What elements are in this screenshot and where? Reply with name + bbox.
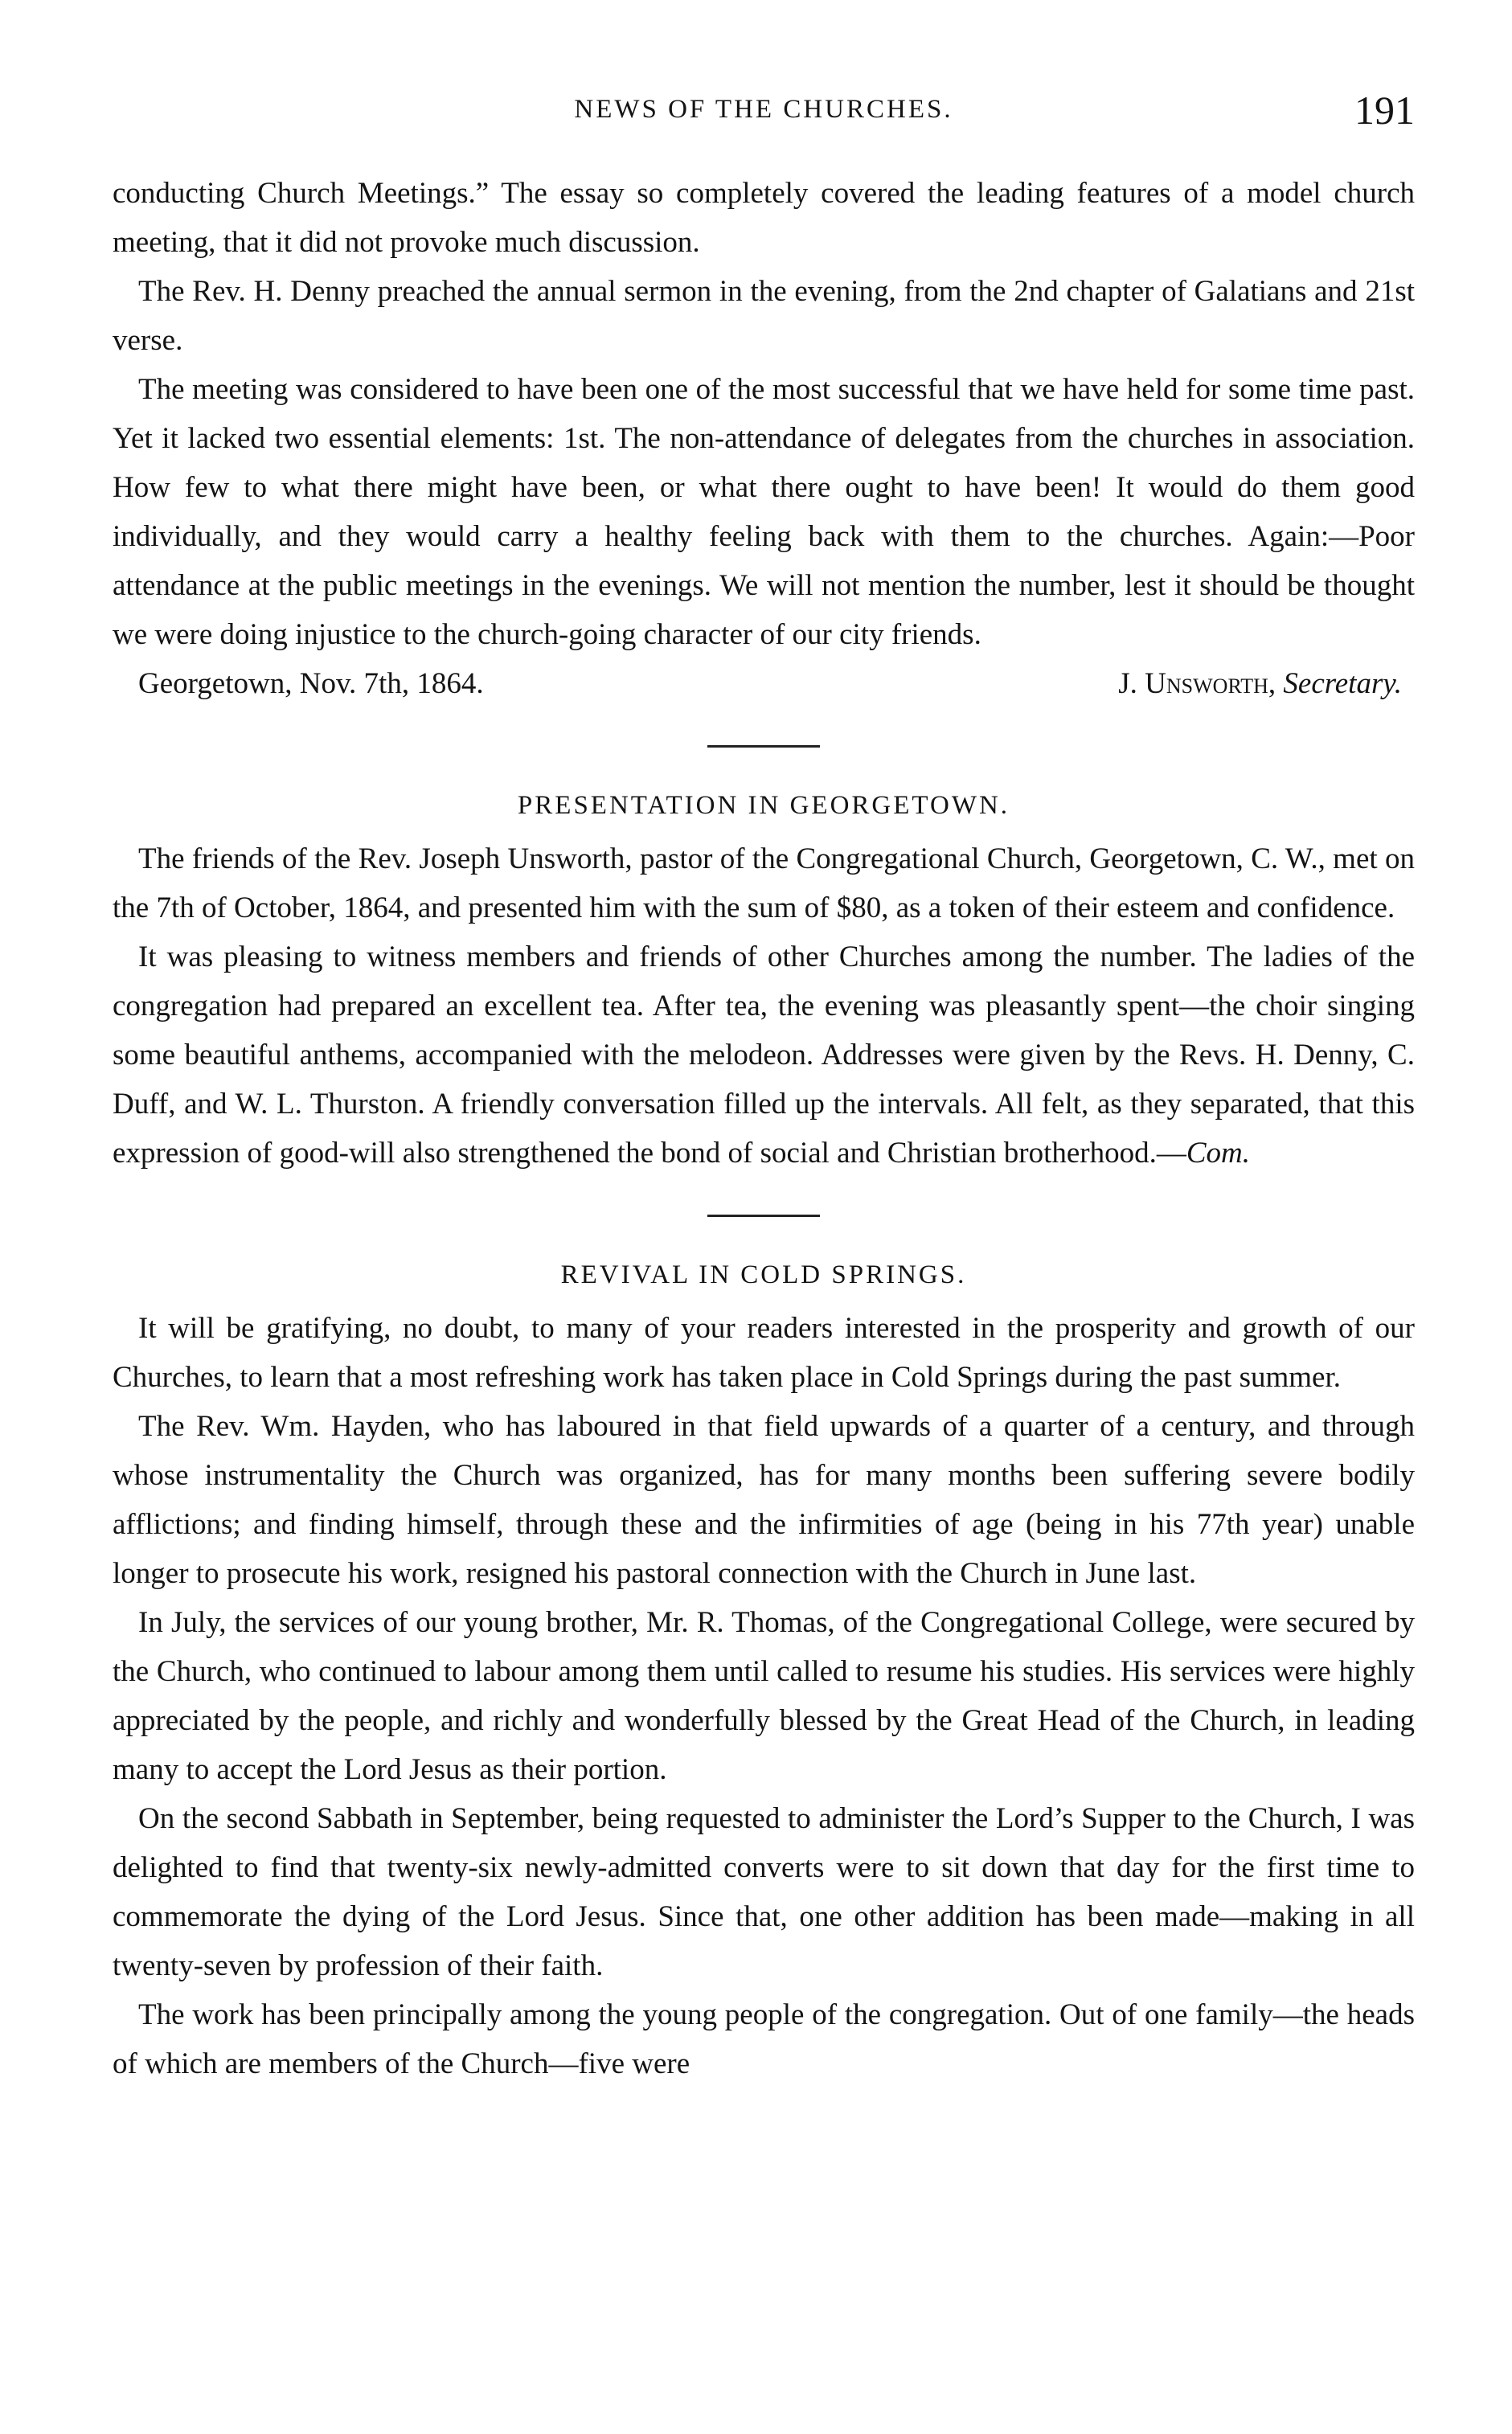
attribution: Com.	[1186, 1137, 1251, 1170]
paragraph: It will be gratifying, no doubt, to many of your readers interested in the prosperity and growth of our Churches, to learn that a most refreshing work has taken place in Cold Springs during the past summer.	[113, 1312, 1415, 1394]
association-report-continued	[113, 169, 1415, 708]
paragraph: The meeting was considered to have been one of the most successful that we have held for some time past. Yet it lacked two essential elements: 1st. The non-attendance of delegates from the churches in association. How few to what there might have been, or what there ought to have been! It would do them good individually, and they would carry a healthy feeling back with them to the churches. Again:—Poor attendance at the public meetings in the evenings. We will not mention the number, lest it should be thought we were doing injustice to the church-going character of our city friends.	[113, 373, 1415, 651]
signature-line	[113, 659, 1415, 708]
paragraph: The Rev. H. Denny preached the annual sermon in the evening, from the 2nd chapter of Galatians and 21st verse.	[113, 275, 1415, 357]
paragraph: conducting Church Meetings.” The essay so completely covered the leading features of a model church meeting, that it did not provoke much discussion.	[113, 177, 1415, 259]
revival-section	[113, 1251, 1415, 2088]
signature-name: Unsworth,	[1145, 667, 1276, 700]
paragraph-text: It was pleasing to witness members and friends of other Churches among the number. The ladies of the congregation had prepared an excellent tea. After tea, the evening was pleasantly spent—the choir singing some beautiful anthems, accompanied with the melodeon. Addresses were given by the Revs. H. Denny, C. Duff, and W. L. Thurston. A friendly conversation filled up the intervals. All felt, as they separated, that this expression of good-will also strengthened the bond of social and Christian brotherhood.—	[113, 940, 1415, 1170]
section-heading: PRESENTATION IN GEORGETOWN.	[517, 791, 1010, 820]
paragraph: In July, the services of our young brother, Mr. R. Thomas, of the Congregational College, were secured by the Church, who continued to labour among them until called to resume his studies. His services were highly appreciated by the people, and richly and wonderfully blessed by the Great Head of the Church, in leading many to accept the Lord Jesus as their portion.	[113, 1606, 1415, 1786]
paragraph: The work has been principally among the young people of the congregation. Out of one family—the heads of which are members of the Church—five were	[113, 1998, 1415, 2080]
section-heading: REVIVAL IN COLD SPRINGS.	[560, 1260, 967, 1289]
running-title: NEWS OF THE CHURCHES.	[574, 95, 953, 124]
signature-title: Secretary.	[1283, 667, 1402, 700]
section-divider	[707, 745, 820, 748]
paragraph	[113, 932, 1415, 1178]
signature-initial: J.	[1118, 667, 1137, 700]
section-divider	[707, 1215, 820, 1217]
page-number: 191	[1354, 88, 1415, 133]
paragraph: The friends of the Rev. Joseph Unsworth, pastor of the Congregational Church, Georgetown, C. W., met on the 7th of October, 1864, and presented him with the sum of $80, as a token of their esteem and confidence.	[113, 842, 1415, 924]
page-body	[113, 169, 1415, 2088]
paragraph: The Rev. Wm. Hayden, who has laboured in that field upwards of a quarter of a century, and through whose instrumentality the Church was organized, has for many months been suffering severe bodily afflictions; and finding himself, through these and the infirmities of age (being in his 77th year) unable longer to prosecute his work, resigned his pastoral connection with the Church in June last.	[113, 1410, 1415, 1590]
book-page	[113, 0, 1415, 2434]
paragraph: On the second Sabbath in September, being requested to administer the Lord’s Supper to the Church, I was delighted to find that twenty-six newly-admitted converts were to sit down that day for the first time to commemorate the dying of the Lord Jesus. Since that, one other addition has been made—making in all twenty-seven by profession of their faith.	[113, 1802, 1415, 1982]
signature-place-date: Georgetown, Nov. 7th, 1864.	[138, 667, 484, 700]
signature-author	[1118, 659, 1402, 708]
presentation-section	[113, 781, 1415, 1178]
running-head	[113, 87, 1415, 135]
